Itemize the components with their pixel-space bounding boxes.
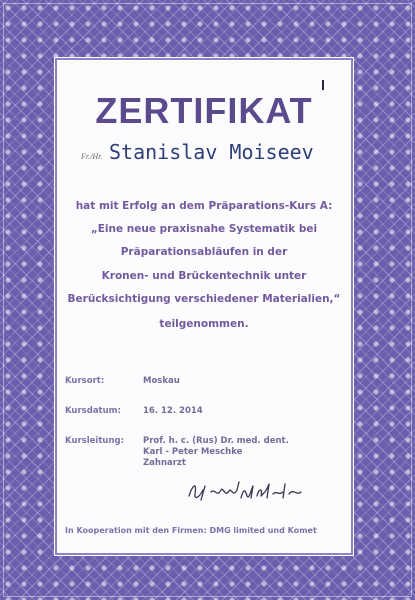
lead-row bbox=[65, 436, 143, 446]
lead-block bbox=[143, 436, 289, 469]
lead-line: Zahnarzt bbox=[143, 458, 186, 468]
corner-mark bbox=[322, 80, 324, 90]
location-label: Kursort: bbox=[65, 376, 105, 386]
cooperation-footer: In Kooperation mit den Firmen: DMG limited und Komet bbox=[65, 526, 317, 535]
course-line: Präparationsabläufen in der bbox=[120, 246, 288, 258]
course-line: hat mit Erfolg an dem Präparations-Kurs A: bbox=[75, 200, 333, 212]
recipient-name: Stanislav Moiseev bbox=[109, 140, 314, 164]
salutation: Fr./Hr. bbox=[81, 152, 103, 161]
date-value: 16. 12. 2014 bbox=[143, 406, 203, 416]
course-line: Berücksichtigung verschiedener Materialien,“ bbox=[67, 293, 341, 305]
certificate-title: ZERTIFIKAT bbox=[95, 90, 313, 131]
course-line: teilgenommen. bbox=[159, 318, 249, 330]
certificate-paper bbox=[57, 60, 351, 553]
location-row bbox=[65, 376, 180, 386]
date-row bbox=[65, 406, 203, 416]
location-value: Moskau bbox=[143, 376, 180, 386]
course-line: Kronen- und Brückentechnik unter bbox=[101, 270, 307, 282]
lead-line: Prof. h. c. (Rus) Dr. med. dent. bbox=[143, 436, 289, 446]
signature bbox=[185, 478, 305, 504]
date-label: Kursdatum: bbox=[65, 406, 121, 416]
course-line: „Eine neue praxisnahe Systematik bei bbox=[90, 223, 318, 235]
lead-line: Karl - Peter Meschke bbox=[143, 447, 243, 457]
lead-label: Kursleitung: bbox=[65, 436, 124, 446]
